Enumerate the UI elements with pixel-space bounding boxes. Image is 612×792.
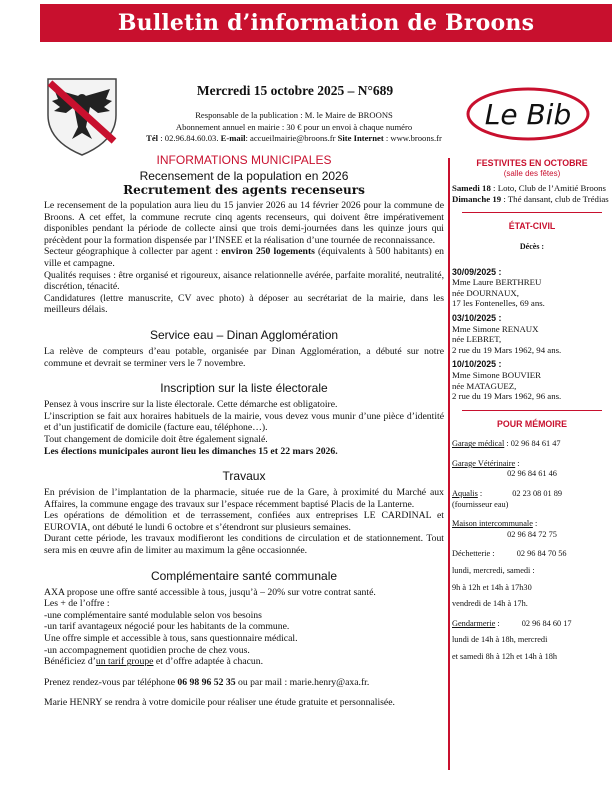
festivities-subtitle: (salle des fêtes) [503, 168, 561, 178]
festivities-title: FESTIVITES EN OCTOBRE [476, 158, 588, 168]
census-paragraph: Candidatures (lettre manuscrite, CV avec photo) à déposer au secrétariat de la mairie, dans les meilleurs délais. [44, 292, 444, 316]
logo-text: Le Bib [484, 98, 572, 131]
email-value: : accueilmairie@broons.fr [245, 133, 336, 143]
death-entry: née LEBRET, [452, 334, 502, 345]
health-paragraph: -un tarif avantageux négocié pour les habitants de la commune. [44, 621, 290, 633]
electoral-dates: Les élections municipales auront lieu les dimanches 15 et 22 mars 2026. [44, 445, 338, 457]
death-date: 30/09/2025 : [452, 266, 502, 277]
festivity-item: Dimanche 19 : Thé dansant, club de Trédias [452, 193, 609, 204]
works-paragraph: Les opérations de démolition et de terrassement, confiées aux entreprises LE CARDINAL et EUROVIA, ont débuté le lundi 6 octobre et s’étendront sur plusieurs semaines. [44, 510, 444, 533]
death-entry: Mme Simone RENAUX [452, 323, 539, 334]
memo-medical: Garage médical : 02 96 84 61 47 [452, 439, 561, 449]
electoral-paragraph: Pensez à vous inscrire sur la liste électorale. Cette démarche est obligatoire. [44, 399, 338, 411]
death-entry: née DOURNAUX, [452, 287, 519, 298]
census-paragraph: Secteur géographique à collecter par agent : environ 250 logements (équivalents à 500 habitants) en ville et campagne. [44, 246, 444, 269]
sidebar-divider [448, 158, 450, 770]
census-subtitle: Recrutement des agents recenseurs [123, 183, 365, 197]
health-paragraph: AXA propose une offre santé accessible à tous, jusqu’à – 20% sur votre contrat santé. [44, 586, 376, 598]
broons-coat-of-arms [44, 75, 120, 157]
publication-responsible: Responsable de la publication : M. le Maire de BROONS [195, 110, 393, 120]
water-title: Service eau – Dinan Agglomération [149, 327, 339, 342]
health-paragraph: -un accompagnement quotidien proche de chez vous. [44, 644, 250, 656]
death-entry: Mme Simone BOUVIER [452, 369, 541, 380]
festivity-item: Samedi 18 : Loto, Club de l’Amitié Broons [452, 183, 606, 194]
memo-intercommunal: Maison intercommunale : 02 96 84 72 75 [452, 519, 557, 539]
le-bib-logo [464, 86, 592, 142]
tel-value: : 02.96.84.60.03. [160, 133, 219, 143]
death-date: 03/10/2025 : [452, 312, 502, 323]
death-date: 10/10/2025 : [452, 359, 502, 370]
bulletin-title-banner: Bulletin d’information de Broons [40, 4, 612, 42]
civil-title: ÉTAT-CIVIL [508, 221, 556, 232]
death-entry: née MATAGUEZ, [452, 380, 517, 391]
memo-recycling: Déchetterie : 02 96 84 70 56 lundi, mercredi, samedi : 9h à 12h et 14h à 17h30 vendredi de 14h à 17h. [452, 549, 567, 609]
memo-title: POUR MÉMOIRE [497, 418, 567, 429]
deaths-label: Décès : [519, 241, 545, 251]
issue-line: Mercredi 15 octobre 2025 – N°689 [196, 83, 394, 98]
works-title: Travaux [222, 469, 266, 484]
section-label: INFORMATIONS MUNICIPALES [156, 153, 332, 167]
memo-gendarmerie: Gendarmerie : 02 96 84 60 17 lundi de 14h à 18h, mercredi et samedi 8h à 12h et 14h à 18h [452, 618, 572, 661]
memo-veterinary: Garage Vétérinaire : 02 96 84 61 46 [452, 458, 557, 479]
sidebar-separator [462, 212, 602, 213]
death-entry: Mme Laure BERTHREU [452, 277, 542, 288]
health-paragraph: Marie HENRY se rendra à votre domicile pour réaliser une étude gratuite et personnalisée. [44, 697, 395, 709]
census-title: Recensement de la population en 2026 [139, 169, 349, 183]
tel-label: Tél [146, 133, 159, 143]
census-paragraph: Qualités requises : être organisé et rigoureux, aisance relationnelle avérée, parfaite moralité, neutralité, discrétion, ténacité. [44, 269, 444, 293]
sidebar-separator [462, 410, 602, 411]
death-entry: 2 rue du 19 Mars 1962, 94 ans. [452, 344, 562, 355]
electoral-paragraph: L’inscription se fait aux horaires habituels de la mairie, vous devez vous munir d’une pièce d’identité et d’un justificatif de domicile (facture eau, téléphone…). [44, 410, 444, 434]
main-column [44, 153, 444, 709]
memo-water: Aqualis : 02 23 08 01 89 (fournisseur eau) [452, 489, 563, 509]
census-paragraph: Le recensement de la population aura lieu du 15 janvier 2026 au 14 février 2026 pour la commune de Broons. A cet effet, la commune recrute cinq agents recenseurs, qui doivent être impérativement disponibles pendant la période de collecte ainsi que trois demi-journées dans les quinze jours qui précèdent pour la formation dispensée par l’INSEE et la réalisation d’une tournée de reconnaissance. [44, 200, 444, 246]
works-paragraph: En prévision de l’implantation de la pharmacie, située rue de la Gare, à proximité du Marché aux Affaires, la commune engage des travaux sur l’espace récemment baptisé Placis de la Lanterne. [44, 487, 444, 510]
site-label: Site Internet [337, 133, 384, 143]
electoral-paragraph: Tout changement de domicile doit être également signalé. [44, 433, 268, 445]
publication-info [124, 110, 464, 145]
health-paragraph: Les + de l’offre : [44, 598, 110, 610]
health-paragraph: Bénéficiez d’un tarif groupe et d’offre adaptée à chacun. [44, 656, 264, 668]
water-paragraph: La relève de compteurs d’eau potable, organisée par Dinan Agglomération, a débuté sur notre commune et devrait se terminer vers le 7 novembre. [44, 345, 444, 369]
health-paragraph: Une offre simple et accessible à tous, sans questionnaire médical. [44, 633, 298, 645]
contact-line [124, 133, 464, 145]
works-paragraph: Durant cette période, les travaux modifieront les conditions de circulation et de stationnement. Tout sera mis en œuvre afin de limiter au maximum la gêne occasionnée. [44, 533, 444, 557]
health-title: Complémentaire santé communale [150, 568, 338, 583]
email-label: E-mail [220, 133, 246, 143]
sidebar [452, 158, 612, 672]
health-contact: Prenez rendez-vous par téléphone 06 98 96 52 35 ou par mail : marie.henry@axa.fr. [44, 676, 370, 688]
subscription-info: Abonnement annuel en mairie : 30 € pour un envoi à chaque numéro [175, 121, 413, 132]
health-paragraph: -une complémentaire santé modulable selon vos besoins [44, 609, 262, 621]
death-entry: 2 rue du 19 Mars 1962, 96 ans. [452, 391, 562, 402]
site-value: : www.broons.fr [385, 133, 442, 143]
electoral-title: Inscription sur la liste électorale [160, 381, 328, 396]
death-entry: 17 les Fontenelles, 69 ans. [452, 298, 545, 309]
